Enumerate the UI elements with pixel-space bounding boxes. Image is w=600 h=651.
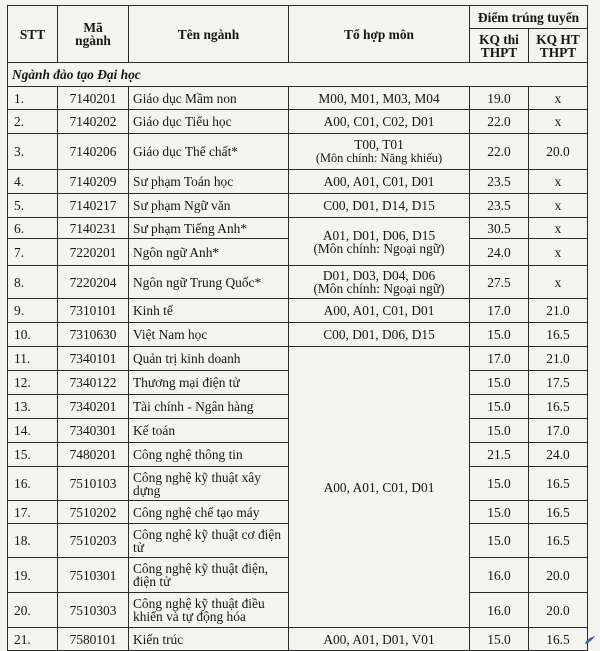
cell-ten-nganh: Công nghệ kỹ thuật xây dựng [129,467,289,501]
cell-stt: 15. [8,443,58,467]
header-kq-ht-thpt: KQ HT THPT [529,29,588,63]
cell-ma-nganh: 7510303 [58,593,129,628]
cell-kq-ht: 21.0 [529,299,588,323]
cropped-top-text [0,0,600,4]
cell-ten-nganh: Quản trị kinh doanh [129,347,289,371]
cell-kq-ht: 17.5 [529,371,588,395]
cell-kq-ht: x [529,194,588,218]
cell-ten-nganh: Tài chính - Ngân hàng [129,395,289,419]
cell-kq-thi: 15.0 [470,371,529,395]
cell-stt: 5. [8,194,58,218]
cell-ten-nganh: Việt Nam học [129,323,289,347]
cell-stt: 18. [8,524,58,558]
cell-stt: 6. [8,218,58,239]
cell-ten-nganh: Kiến trúc [129,628,289,651]
cell-kq-thi: 22.0 [470,134,529,170]
cell-kq-thi: 17.0 [470,299,529,323]
table-row [8,299,588,323]
header-kq-thi-thpt: KQ thi THPT [470,29,529,63]
cell-stt: 10. [8,323,58,347]
cell-ten-nganh: Giáo dục Tiểu học [129,110,289,134]
cell-ma-nganh: 7340201 [58,395,129,419]
cell-ma-nganh: 7480201 [58,443,129,467]
cell-stt: 11. [8,347,58,371]
cell-ma-nganh: 7510301 [58,558,129,593]
cell-ma-nganh: 7510202 [58,501,129,524]
header-ten-nganh: Tên ngành [129,6,289,63]
cell-to-hop-mon: A00, A01, C01, D01 [289,299,470,323]
cell-ma-nganh: 7140201 [58,87,129,110]
cell-to-hop-mon: M00, M01, M03, M04 [289,87,470,110]
cell-ma-nganh: 7220204 [58,266,129,299]
cell-ma-nganh: 7310630 [58,323,129,347]
table-row [8,218,588,239]
cell-to-hop-mon: C00, D01, D14, D15 [289,194,470,218]
cell-kq-thi: 24.0 [470,239,529,266]
cell-ten-nganh: Ngôn ngữ Anh* [129,239,289,266]
cell-ten-nganh: Công nghệ kỹ thuật điều khiển và tự động hóa [129,593,289,628]
cell-ma-nganh: 7580101 [58,628,129,651]
admission-score-table [7,5,588,651]
cell-to-hop-mon: A01, D01, D06, D15 (Môn chính: Ngoại ngữ) [289,218,470,266]
cell-stt: 4. [8,170,58,194]
table-row [8,110,588,134]
cell-ten-nganh: Sư phạm Tiếng Anh* [129,218,289,239]
cell-ten-nganh: Sư phạm Ngữ văn [129,194,289,218]
cell-kq-thi: 16.0 [470,593,529,628]
cell-ten-nganh: Công nghệ kỹ thuật cơ điện tử [129,524,289,558]
cell-ten-nganh: Giáo dục Thể chất* [129,134,289,170]
cell-to-hop-mon: D01, D03, D04, D06 (Môn chính: Ngoại ngữ) [289,266,470,299]
cell-stt: 9. [8,299,58,323]
cell-ten-nganh: Công nghệ thông tin [129,443,289,467]
cell-ma-nganh: 7140206 [58,134,129,170]
header-diem-trung-tuyen: Điểm trúng tuyển [470,6,588,29]
cell-kq-ht: 16.5 [529,395,588,419]
cell-ma-nganh: 7340301 [58,419,129,443]
cell-stt: 17. [8,501,58,524]
table-row [8,628,588,651]
cell-kq-thi: 15.0 [470,395,529,419]
cell-kq-ht: 20.0 [529,134,588,170]
cell-kq-ht: 16.5 [529,524,588,558]
cell-kq-thi: 15.0 [470,628,529,651]
cell-kq-thi: 21.5 [470,443,529,467]
cell-ma-nganh: 7510203 [58,524,129,558]
cell-ma-nganh: 7220201 [58,239,129,266]
cell-ten-nganh: Kinh tế [129,299,289,323]
cell-to-hop-mon: T00, T01 (Môn chính: Năng khiếu) [289,134,470,170]
cell-kq-ht: 16.5 [529,467,588,501]
cell-ma-nganh: 7140231 [58,218,129,239]
section-row [8,63,588,87]
cell-ma-nganh: 7340101 [58,347,129,371]
cell-stt: 13. [8,395,58,419]
cell-stt: 12. [8,371,58,395]
cell-kq-ht: 16.5 [529,501,588,524]
cell-stt: 7. [8,239,58,266]
cell-kq-thi: 15.0 [470,419,529,443]
cell-kq-ht: x [529,170,588,194]
cell-kq-thi: 27.5 [470,266,529,299]
cell-stt: 14. [8,419,58,443]
cell-to-hop-mon: C00, D01, D06, D15 [289,323,470,347]
cell-kq-thi: 23.5 [470,194,529,218]
cell-kq-thi: 19.0 [470,87,529,110]
cell-kq-thi: 15.0 [470,524,529,558]
cell-ten-nganh: Công nghệ kỹ thuật điện, điện tử [129,558,289,593]
cell-kq-ht: 24.0 [529,443,588,467]
cell-ten-nganh: Thương mại điện tử [129,371,289,395]
cell-ma-nganh: 7140202 [58,110,129,134]
cell-stt: 21. [8,628,58,651]
cell-kq-thi: 15.0 [470,501,529,524]
cell-ma-nganh: 7310101 [58,299,129,323]
cell-stt: 1. [8,87,58,110]
cell-ma-nganh: 7140217 [58,194,129,218]
cell-stt: 16. [8,467,58,501]
table-row [8,323,588,347]
table-row [8,347,588,371]
table-row [8,266,588,299]
cell-stt: 2. [8,110,58,134]
cell-stt: 19. [8,558,58,593]
cell-ma-nganh: 7510103 [58,467,129,501]
cell-stt: 8. [8,266,58,299]
cell-ten-nganh: Kế toán [129,419,289,443]
cell-stt: 20. [8,593,58,628]
cell-ma-nganh: 7340122 [58,371,129,395]
section-title: Ngành đào tạo Đại học [8,63,588,87]
cell-kq-thi: 30.5 [470,218,529,239]
cell-ten-nganh: Ngôn ngữ Trung Quốc* [129,266,289,299]
cell-kq-ht: x [529,218,588,239]
table-row [8,170,588,194]
cell-ten-nganh: Giáo dục Mầm non [129,87,289,110]
cell-ten-nganh: Công nghệ chế tạo máy [129,501,289,524]
cell-kq-ht: x [529,87,588,110]
cell-kq-ht: x [529,266,588,299]
cell-kq-thi: 22.0 [470,110,529,134]
table-row [8,134,588,170]
pen-mark-icon [584,635,596,645]
cell-kq-ht: 21.0 [529,347,588,371]
cell-kq-ht: x [529,239,588,266]
cell-kq-thi: 23.5 [470,170,529,194]
cell-kq-ht: 20.0 [529,558,588,593]
table-row [8,194,588,218]
cell-stt: 3. [8,134,58,170]
cell-kq-thi: 15.0 [470,323,529,347]
cell-kq-thi: 17.0 [470,347,529,371]
header-stt: STT [8,6,58,63]
table-row [8,87,588,110]
cell-kq-ht: 17.0 [529,419,588,443]
cell-kq-thi: 15.0 [470,467,529,501]
header-ma-nganh: Mã ngành [58,6,129,63]
cell-ten-nganh: Sư phạm Toán học [129,170,289,194]
cell-kq-ht: 20.0 [529,593,588,628]
header-to-hop-mon: Tổ hợp môn [289,6,470,63]
cell-kq-thi: 16.0 [470,558,529,593]
cell-to-hop-mon: A00, A01, C01, D01 [289,170,470,194]
cell-kq-ht: 16.5 [529,323,588,347]
cell-to-hop-mon-merged: A00, A01, C01, D01 [289,347,470,628]
cell-to-hop-mon: A00, A01, D01, V01 [289,628,470,651]
cell-to-hop-mon: A00, C01, C02, D01 [289,110,470,134]
cell-kq-ht: x [529,110,588,134]
cell-ma-nganh: 7140209 [58,170,129,194]
cell-kq-ht: 16.5 [529,628,588,651]
